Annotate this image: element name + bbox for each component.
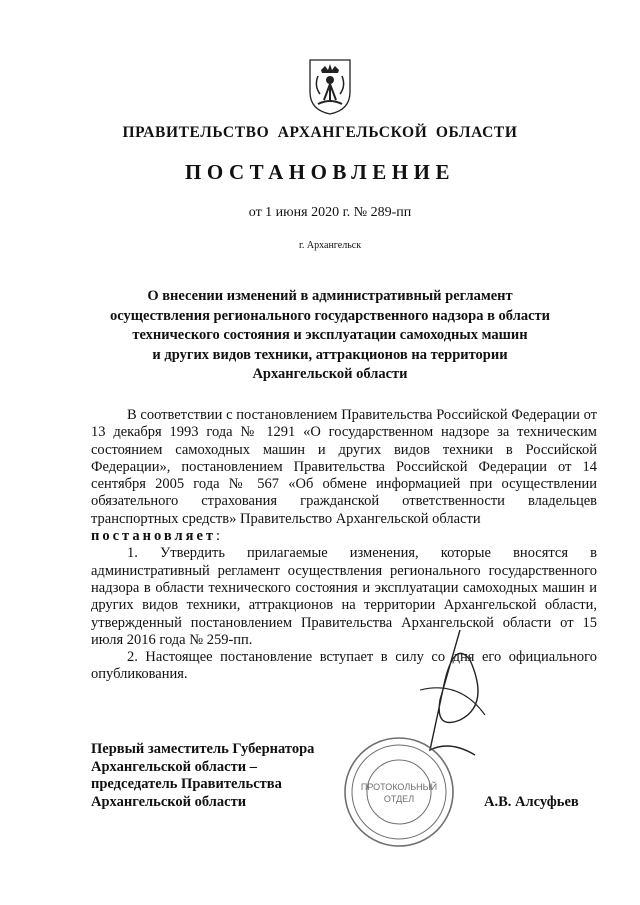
preamble-paragraph: В соответствии с постановлением Правительства Российской Федерации от 13 декабря 1993 года № 1291 «О государственном надзоре за техническим состоянием самоходных машин и других видов техники в Российской Федерации», постановлением Правительства Российской Федерации от 14 сентября 2005 года № 567 «Об обмене информацией при осуществлении обязательного страхования гражданской ответственности владельцев транспортных средств» Правительство Архангельской области: [91, 407, 597, 527]
subject-line: осуществления регионального государственного надзора в области: [110, 307, 550, 324]
round-stamp-icon: [342, 735, 456, 849]
subject-line: технического состояния и эксплуатации самоходных машин: [132, 327, 528, 343]
item-paragraph-2: 2. Настоящее постановление вступает в силу со дня его официального опубликования.: [91, 649, 597, 683]
subject-line: Архангельской области: [252, 366, 408, 382]
position-line: Архангельской области: [91, 793, 247, 810]
document-subject: [90, 287, 570, 385]
position-line: Первый заместитель Губернатора: [91, 741, 315, 757]
position-line: Архангельской области –: [91, 758, 257, 775]
government-title: ПРАВИТЕЛЬСТВО АРХАНГЕЛЬСКОЙ ОБЛАСТИ: [122, 124, 518, 141]
resolves-word: постановляет: [91, 528, 217, 545]
resolves-colon: :: [216, 528, 221, 545]
subject-line: О внесении изменений в административный регламент: [147, 288, 513, 304]
item-paragraph-1: 1. Утвердить прилагаемые изменения, которые вносятся в административный регламент осуществления регионального государственного надзора в области технического состояния и эксплуатации самоходных машин и других видов техники, аттракционов на территории Архангельской области, утвержденный постановлением Правительства Архангельской области от 15 июля 2016 года № 259-пп.: [91, 545, 597, 648]
document-body: [91, 407, 597, 684]
resolves-line: [91, 528, 597, 545]
seal-text-line: ПРОТОКОЛЬНЫЙ: [360, 782, 438, 792]
coat-of-arms-icon: [308, 58, 352, 116]
position-line: председатель Правительства: [91, 776, 282, 792]
document-type: ПОСТАНОВЛЕНИЕ: [185, 160, 455, 184]
signatory-position: [91, 741, 314, 811]
document-city: г. Архангельск: [298, 240, 362, 251]
signatory-name: А.В. Алсуфьев: [484, 794, 579, 810]
document-date-number: от 1 июня 2020 г. № 289-пп: [248, 205, 412, 220]
subject-line: и других видов техники, аттракционов на территории: [152, 346, 508, 363]
seal-text-line: ОТДЕЛ: [383, 794, 415, 804]
